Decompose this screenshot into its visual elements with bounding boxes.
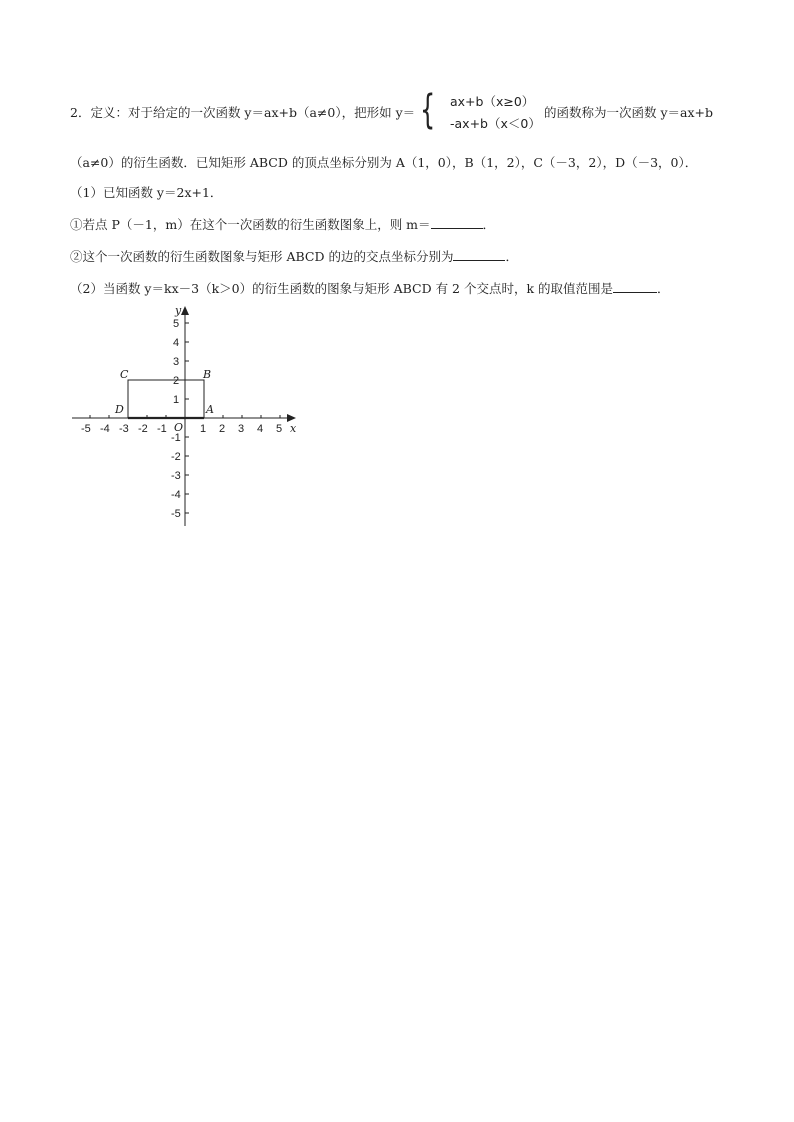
part-2-end: ．: [657, 281, 670, 296]
vertex-b-label: B: [203, 368, 212, 381]
problem-line-1: [70, 104, 415, 122]
y-axis-label: y: [175, 304, 182, 317]
part-2-text: （2）当函数 y＝kx－3（k＞0）的衍生函数的图象与矩形 ABCD 有 2 个交点时，k 的取值范围是: [70, 281, 614, 296]
x-tick-label: -3: [119, 423, 129, 435]
x-tick-label: -5: [81, 423, 91, 435]
question-2-end: ．: [505, 249, 518, 264]
x-tick-label: 1: [200, 423, 207, 435]
x-tick-label: -2: [138, 423, 148, 435]
x-tick-label: 3: [238, 423, 245, 435]
vertex-a-label: A: [206, 403, 214, 416]
answer-blank-3[interactable]: [613, 280, 657, 293]
x-tick-label: 4: [257, 423, 264, 435]
rectangle-vertices-text: （a≠0）的衍生函数．已知矩形 ABCD 的顶点坐标分别为 A（1，0），B（1，2），C（－3，2），D（－3，0）．: [70, 155, 698, 170]
y-axis-arrow: [181, 306, 189, 315]
line1-suffix-wrap: [544, 104, 713, 122]
part1-intro: [70, 184, 222, 202]
piecewise-case-1: ax+b（x≥0）: [450, 94, 535, 109]
x-axis-arrow: [287, 414, 296, 422]
x-axis-label: x: [290, 422, 297, 435]
coordinate-graph: [70, 298, 310, 530]
left-brace: {: [420, 87, 436, 133]
x-tick-label: -1: [157, 423, 167, 435]
answer-blank-2[interactable]: [453, 248, 505, 261]
y-tick-label: -3: [171, 470, 181, 482]
piecewise-case-2: -ax+b（x＜0）: [450, 116, 541, 131]
line1-prefix: 2．定义：对于给定的一次函数 y＝ax+b（a≠0），把形如 y＝: [70, 105, 416, 120]
question-2-text: ②这个一次函数的衍生函数图象与矩形 ABCD 的边的交点坐标分别为: [70, 249, 454, 264]
y-tick-label: 4: [173, 337, 180, 349]
y-tick-label: -2: [171, 451, 181, 463]
origin-label: O: [174, 421, 184, 434]
part-2: [70, 280, 670, 298]
x-tick-label: 5: [276, 423, 283, 435]
question-1-text: ①若点 P（－1，m）在这个一次函数的衍生函数图象上，则 m＝: [70, 217, 431, 232]
y-tick-label: 3: [173, 356, 180, 368]
y-tick-label: 2: [173, 375, 180, 387]
part1-intro-text: （1）已知函数 y＝2x+1．: [70, 185, 223, 200]
vertex-c-label: C: [120, 368, 129, 381]
problem-line-2: [70, 154, 697, 172]
question-2: [70, 248, 518, 266]
y-tick-label: 1: [173, 394, 180, 406]
y-tick-label: -4: [171, 489, 181, 501]
y-tick-label: 5: [173, 318, 180, 330]
line1-suffix: 的函数称为一次函数 y＝ax+b: [544, 105, 714, 120]
y-tick-label: -1: [171, 432, 181, 444]
x-tick-label: -4: [100, 423, 110, 435]
rectangle-abcd: [128, 380, 204, 418]
vertex-d-label: D: [115, 403, 124, 416]
answer-blank-1[interactable]: [431, 216, 483, 229]
question-1: [70, 216, 495, 234]
x-tick-label: 2: [219, 423, 226, 435]
question-1-end: ．: [482, 217, 496, 232]
y-tick-label: -5: [171, 508, 181, 520]
